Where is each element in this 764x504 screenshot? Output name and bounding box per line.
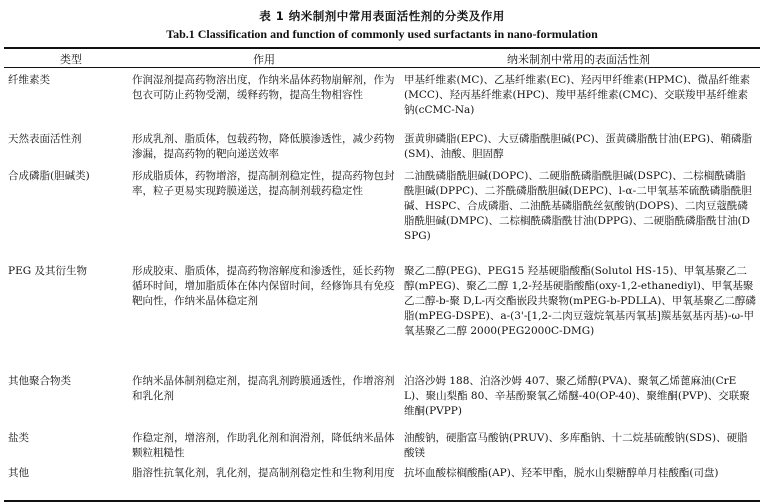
row-surfactants: 聚乙二醇(PEG)、PEG15 羟基硬脂酸酯(Solutol HS-15)、甲氧基聚乙二醇(mPEG)、聚乙二醇 1,2-羟基硬脂酸酯(oxy-1,2-ethanediyl)、甲氧基聚乙二醇-b-聚 D,L-丙交酯嵌段共聚物(mPEG-b-PDLLA)、甲氧基聚乙二醇磷脂(mPEG-DSPE)、a-(3'-[1,2-二肉豆蔻烷氧基丙氧基]羰基氨基丙基)-ω-甲氧基聚乙二醇 2000(PEG2000C-DMG) xyxy=(404,265,756,337)
row-type: 纤维素类 xyxy=(8,74,50,86)
row-surfactants: 甲基纤维素(MC)、乙基纤维素(EC)、羟丙甲纤维素(HPMC)、微晶纤维素(MCC)、羟丙基纤维素(HPC)、羧甲基纤维素(CMC)、交联羧甲基纤维素钠(cCMC-Na) xyxy=(404,74,751,116)
row-function: 形成脂质体，药物增溶，提高制剂稳定性，提高药物包封率，粒子更易实现跨膜递送，提高制剂载药稳定性 xyxy=(132,170,395,197)
row-surfactants: 油酸钠，硬脂富马酸钠(PRUV)、多库酯钠、十二烷基硫酸钠(SDS)、硬脂酸镁 xyxy=(404,432,748,459)
row-surfactants: 蛋黄卵磷脂(EPC)、大豆磷脂酰胆碱(PC)、蛋黄磷脂酰甘油(EPG)、鞘磷脂(SM)、油酸、胆固醇 xyxy=(404,133,753,160)
row-type: 合成磷脂(胆碱类) xyxy=(8,170,90,182)
row-type: 其他聚合物类 xyxy=(8,375,71,387)
row-type: 其他 xyxy=(8,467,29,479)
row-type: 天然表面活性剂 xyxy=(8,133,82,145)
row-function: 作纳米晶体制剂稳定剂，提高乳剂跨膜通透性，作增溶剂和乳化剂 xyxy=(132,375,395,402)
table-bottom-rule xyxy=(4,500,760,502)
row-function: 作稳定剂，增溶剂，作助乳化剂和润滑剂，降低纳米晶体颗粒粗糙性 xyxy=(132,432,395,459)
row-surfactants: 抗坏血酸棕榈酸酯(AP)、羟苯甲酯，脱水山梨糖醇单月桂酸酯(司盘) xyxy=(404,467,719,479)
column-header-type: 类型 xyxy=(60,53,82,66)
table-title-chinese: 表 1 纳米制剂中常用表面活性剂的分类及作用 xyxy=(259,9,505,23)
column-header-surfactants: 纳米制剂中常用的表面活性剂 xyxy=(507,53,650,66)
row-function: 形成胶束、脂质体，提高药物溶解度和渗透性，延长药物循环时间，增加脂质体在体内保留时间，经修饰具有免疫靶向性，作纳米晶体稳定剂 xyxy=(132,265,395,307)
table-header-rule xyxy=(4,67,760,68)
row-function: 脂溶性抗氧化剂，乳化剂，提高制剂稳定性和生物利用度 xyxy=(132,467,395,479)
row-surfactants: 二油酰磷脂酰胆碱(DOPC)、二硬脂酰磷脂酰胆碱(DSPC)、二棕榈酰磷脂酰胆碱(DPPC)、二芥酰磷脂酰胆碱(DEPC)、l-α-二甲氧基苯硫酰磷脂酰胆碱、HSPC、合成磷脂、二油酰基磷脂酰丝氨酸钠(DOPS)、二肉豆蔻酰磷脂酰胆碱(DMPC)、二棕榈酰磷脂酰甘油(DPPG)、二硬脂酰磷脂酰甘油(DSPG) xyxy=(404,170,752,242)
row-function: 作润湿剂提高药物溶出度，作纳米晶体药物崩解剂，作为包衣可防止药物受潮，缓释药物，提高生物相容性 xyxy=(132,74,395,101)
row-function: 形成乳剂、脂质体，包载药物，降低膜渗透性，减少药物渗漏，提高药物的靶向递送效率 xyxy=(132,133,395,160)
table-top-rule xyxy=(4,47,760,49)
table-title-english: Tab.1 Classification and function of commonly used surfactants in nano-formulation xyxy=(166,27,598,41)
row-surfactants: 泊洛沙姆 188、泊洛沙姆 407、聚乙烯醇(PVA)、聚氧乙烯蓖麻油(CrEL)、聚山梨酯 80、辛基酚聚氧乙烯醚-40(OP-40)、聚维酮(PVP)、交联聚维酮(PVPP) xyxy=(404,375,750,417)
column-header-function: 作用 xyxy=(253,53,275,66)
row-type: 盐类 xyxy=(8,432,29,444)
row-type: PEG 及其衍生物 xyxy=(8,265,87,277)
